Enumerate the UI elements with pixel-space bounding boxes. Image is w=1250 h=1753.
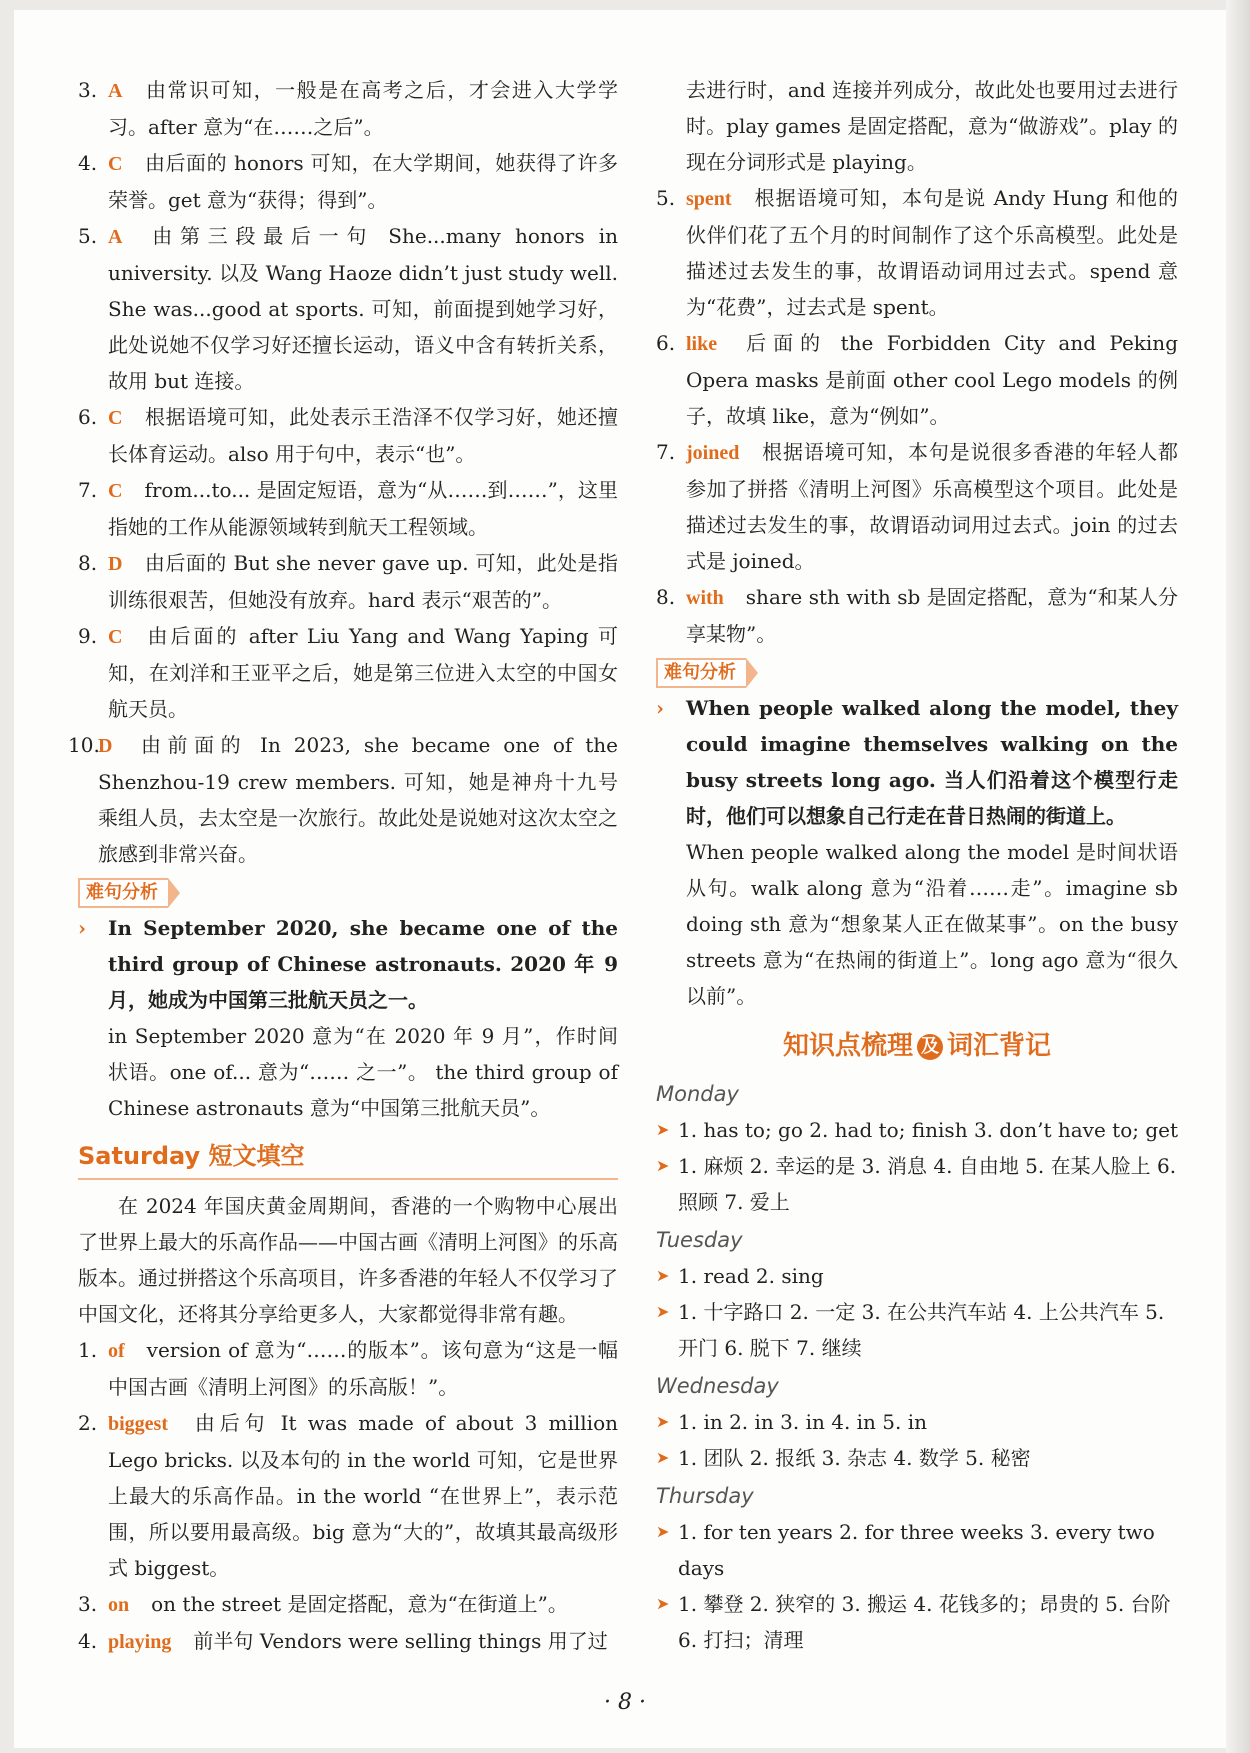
item-number: 3.	[78, 78, 98, 102]
explanation-text: 由前面的 In 2023, she became one of the Shenzhou-19 crew members. 可知，她是神舟十九号乘组人员，去太空是一次旅行。故此处是说她对这次太空之旅感到非常兴奋。	[98, 733, 618, 866]
answer-item	[656, 325, 1178, 434]
hard-sentence-tag: 难句分析	[656, 658, 746, 688]
day-heading: Thursday	[656, 1484, 754, 1508]
item-number: 7.	[656, 440, 676, 464]
explanation-text: from...to... 是固定短语，意为“从……到……”，这里指她的工作从能源领域转到航天工程领域。	[108, 478, 618, 539]
answer-item	[78, 618, 618, 727]
answer-item	[78, 545, 618, 618]
day-heading: Tuesday	[656, 1228, 743, 1252]
vocab-text: 1. read 2. sing	[678, 1264, 824, 1288]
item-body	[108, 1405, 618, 1586]
item-body	[108, 1623, 618, 1660]
item-number: 6.	[78, 405, 98, 429]
vocab-line	[656, 1258, 1178, 1294]
answer-key: C	[108, 153, 123, 175]
vocab-line	[656, 1514, 1178, 1586]
arrow-bullet-icon: ➤	[656, 1120, 670, 1139]
answer-key: C	[108, 480, 123, 502]
hard-sentence-block	[656, 690, 1178, 1014]
answer-key: A	[108, 226, 123, 248]
item-number: 3.	[78, 1592, 98, 1616]
answer-key: of	[108, 1340, 125, 1362]
explanation-text: version of 意为“……的版本”。该句意为“这是一幅中国古画《清明上河图》的乐高版！”。	[108, 1338, 618, 1399]
answer-key: on	[108, 1594, 130, 1616]
answer-item	[78, 72, 618, 145]
answer-key: spent	[686, 188, 732, 210]
explanation-text: 由后面的 honors 可知，在大学期间，她获得了许多荣誉。get 意为“获得；得到”。	[108, 151, 618, 212]
explanation-text: 前半句 Vendors were selling things 用了过	[193, 1629, 608, 1653]
vocab-text: 1. in 2. in 3. in 4. in 5. in	[678, 1410, 928, 1434]
explanation-text: 根据语境可知，本句是说很多香港的年轻人都参加了拼搭《清明上河图》乐高模型这个项目。此处是描述过去发生的事，故谓语动词用过去式。join 的过去式是 joined。	[686, 440, 1178, 573]
chevron-right-icon: ›	[656, 696, 664, 720]
answer-item	[78, 145, 618, 218]
item-number: 9.	[78, 624, 98, 648]
knowledge-title-ji: 及	[917, 1034, 943, 1060]
intro-paragraph: 在 2024 年国庆黄金周期间，香港的一个购物中心展出了世界上最大的乐高作品——中国古画《清明上河图》的乐高版本。通过拼搭这个乐高项目，许多香港的年轻人不仅学习了中国文化，还将其分享给更多人，大家都觉得非常有趣。	[78, 1194, 618, 1326]
answer-key: D	[98, 735, 113, 757]
hard-sentence: In September 2020, she became one of the third group of Chinese astronauts. 2020 年 9 月，她成为中国第三批航天员之一。	[108, 916, 618, 1012]
item-number: 4.	[78, 1629, 98, 1653]
answer-item	[78, 1586, 618, 1623]
arrow-bullet-icon: ➤	[656, 1266, 670, 1285]
item-body	[686, 434, 1178, 579]
answer-key: playing	[108, 1631, 172, 1653]
item-number: 7.	[78, 478, 98, 502]
hard-sentence-block	[78, 910, 618, 1126]
vocab-text: 1. 团队 2. 报纸 3. 杂志 4. 数学 5. 秘密	[678, 1446, 1031, 1470]
item-4-continued: 去进行时，and 连接并列成分，故此处也要用过去进行时。play games 是固定搭配，意为“做游戏”。play 的现在分词形式是 playing。	[686, 78, 1178, 174]
item-number: 1.	[78, 1338, 98, 1362]
arrow-bullet-icon: ➤	[656, 1448, 670, 1467]
item-body	[108, 72, 618, 145]
item-body	[108, 545, 618, 618]
answer-key: C	[108, 407, 123, 429]
page-number: · 8 ·	[604, 1690, 646, 1715]
arrow-bullet-icon: ➤	[656, 1412, 670, 1431]
item-number: 8.	[78, 551, 98, 575]
explanation-text: 由第三段最后一句 She...many honors in university. 以及 Wang Haoze didn’t just study well. She was...good at sports. 可知，前面提到她学习好，此处说她不仅学习好还擅长运动，语义中含有转折关系，故用 but 连接。	[108, 224, 618, 393]
answer-item	[656, 434, 1178, 579]
vocab-line	[656, 1294, 1178, 1366]
explanation-text: 由常识可知，一般是在高考之后，才会进入大学学习。after 意为“在……之后”。	[108, 78, 618, 139]
item-body	[686, 180, 1178, 325]
hard-sentence-explanation: in September 2020 意为“在 2020 年 9 月”，作时间状语。one of... 意为“…… 之一”。 the third group of Chinese astronauts 意为“中国第三批航天员”。	[108, 1024, 618, 1120]
item-body	[108, 399, 618, 472]
item-number: 8.	[656, 585, 676, 609]
section-title: Saturday 短文填空	[78, 1134, 618, 1180]
left-column	[68, 72, 618, 1660]
item-body	[98, 727, 618, 872]
answer-key: like	[686, 333, 718, 355]
page-edge-shadow	[1226, 0, 1250, 1753]
hard-sentence: When people walked along the model, they could imagine themselves walking on the busy streets long ago. 当人们沿着这个模型行走时，他们可以想象自己行走在昔日热闹的街道上。	[686, 696, 1178, 828]
day-heading: Monday	[656, 1082, 739, 1106]
explanation-text: 后面的 the Forbidden City and Peking Opera masks 是前面 other cool Lego models 的例子，故填 like，意为“例如”。	[686, 331, 1178, 428]
arrow-bullet-icon: ➤	[656, 1594, 670, 1613]
item-body	[108, 1332, 618, 1405]
answer-item	[78, 1405, 618, 1586]
knowledge-title	[656, 1022, 1178, 1070]
item-number: 10.	[68, 733, 100, 757]
hard-sentence-explanation: When people walked along the model 是时间状语从句。walk along 意为“沿着……走”。imagine sb doing sth 意为“想象某人正在做某事”。on the busy streets 意为“在热闹的街道上”。long ago 意为“很久以前”。	[686, 840, 1178, 1008]
answer-key: C	[108, 626, 123, 648]
item-number: 4.	[78, 151, 98, 175]
item-number: 5.	[78, 224, 98, 248]
vocab-line	[656, 1440, 1178, 1476]
item-number: 2.	[78, 1411, 98, 1435]
answer-item	[78, 1332, 618, 1405]
answer-key: joined	[686, 442, 740, 464]
knowledge-title-part-a: 知识点梳理	[782, 1031, 913, 1061]
answer-item	[656, 180, 1178, 325]
item-body	[686, 579, 1178, 652]
answer-key: A	[108, 80, 123, 102]
vocab-line	[656, 1148, 1178, 1220]
vocab-text: 1. has to; go 2. had to; finish 3. don’t have to; get	[678, 1118, 1178, 1142]
knowledge-title-part-b: 词汇背记	[947, 1031, 1052, 1061]
item-body	[108, 145, 618, 218]
arrow-bullet-icon: ➤	[656, 1522, 670, 1541]
vocab-line	[656, 1586, 1178, 1658]
vocab-text: 1. 麻烦 2. 幸运的是 3. 消息 4. 自由地 5. 在某人脸上 6. 照顾 7. 爱上	[678, 1154, 1177, 1214]
answer-item	[78, 218, 618, 399]
answer-item	[78, 399, 618, 472]
answer-item	[78, 472, 618, 545]
item-number: 5.	[656, 186, 676, 210]
day-heading: Wednesday	[656, 1374, 779, 1398]
answer-item	[78, 1623, 618, 1660]
explanation-text: share sth with sb 是固定搭配，意为“和某人分享某物”。	[686, 585, 1178, 646]
item-body	[108, 618, 618, 727]
chevron-right-icon: ›	[78, 916, 86, 940]
answer-item	[68, 727, 618, 872]
item-body	[686, 325, 1178, 434]
explanation-text: on the street 是固定搭配，意为“在街道上”。	[151, 1592, 568, 1616]
item-body	[108, 472, 618, 545]
arrow-bullet-icon: ➤	[656, 1156, 670, 1175]
vocab-text: 1. 十字路口 2. 一定 3. 在公共汽车站 4. 上公共汽车 5. 开门 6. 脱下 7. 继续	[678, 1300, 1165, 1360]
explanation-text: 由后面的 But she never gave up. 可知，此处是指训练很艰苦，但她没有放弃。hard 表示“艰苦的”。	[108, 551, 618, 612]
answer-key: biggest	[108, 1413, 168, 1435]
answer-key: D	[108, 553, 123, 575]
vocab-line	[656, 1112, 1178, 1148]
vocab-line	[656, 1404, 1178, 1440]
vocab-text: 1. 攀登 2. 狭窄的 3. 搬运 4. 花钱多的；昂贵的 5. 台阶 6. 打扫；清理	[678, 1592, 1171, 1652]
explanation-text: 由后句 It was made of about 3 million Lego bricks. 以及本句的 in the world 可知，它是世界上最大的乐高作品。in the world “在世界上”，表示范围，所以要用最高级。big 意为“大的”，故填其最高级形式 biggest。	[108, 1411, 618, 1580]
vocab-text: 1. for ten years 2. for three weeks 3. every two days	[678, 1520, 1155, 1580]
item-number: 6.	[656, 331, 676, 355]
arrow-bullet-icon: ➤	[656, 1302, 670, 1321]
explanation-text: 由后面的 after Liu Yang and Wang Yaping 可知，在刘洋和王亚平之后，她是第三位进入太空的中国女航天员。	[108, 624, 618, 721]
right-column	[656, 72, 1178, 1658]
explanation-text: 根据语境可知，此处表示王浩泽不仅学习好，她还擅长体育运动。also 用于句中，表示“也”。	[108, 405, 618, 466]
explanation-text: 根据语境可知，本句是说 Andy Hung 和他的伙伴们花了五个月的时间制作了这个乐高模型。此处是描述过去发生的事，故谓语动词用过去式。spend 意为“花费”，过去式是 spent。	[686, 186, 1178, 319]
item-body	[108, 1586, 618, 1623]
hard-sentence-tag: 难句分析	[78, 878, 168, 908]
item-body	[108, 218, 618, 399]
answer-key: with	[686, 587, 724, 609]
answer-item	[656, 579, 1178, 652]
